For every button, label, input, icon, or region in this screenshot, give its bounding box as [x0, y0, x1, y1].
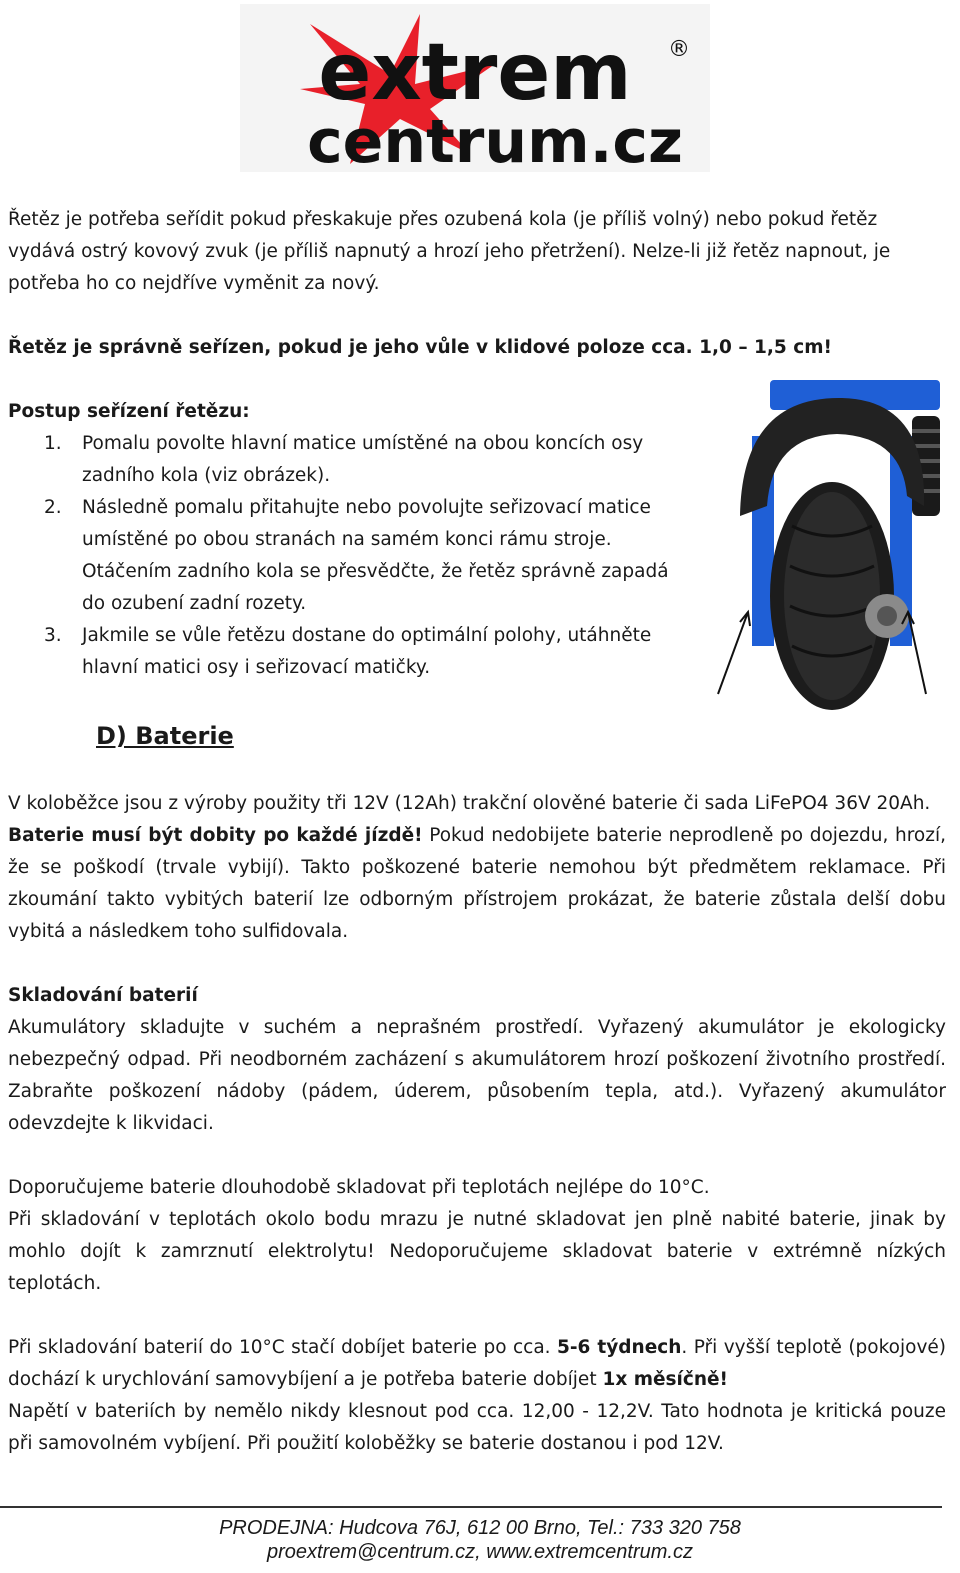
storage-p4-part-c: . Při vyšší teplotě (pokojové) dochází k urychlování samovybíjení a je potřeba baterie dobíjet — [8, 1337, 946, 1390]
battery-paragraph-2 — [8, 820, 946, 948]
storage-paragraph-3: Při skladování v teplotách okolo bodu mrazu je nutné skladovat jen plně nabité baterie, jinak by mohlo dojít k zamrznutí elektrolytu! Nedoporučujeme skladovat baterie v extrémně nízkých teplotách. — [8, 1209, 946, 1294]
rear-wheel-photo — [712, 376, 952, 714]
company-logo — [240, 4, 710, 172]
storage-paragraph-5: Napětí v bateriích by nemělo nikdy klesnout pod cca. 12,00 - 12,2V. Tato hodnota je kritická pouze při samovolném vybíjení. Při použití koloběžky se baterie dostanou i pod 12V. — [8, 1401, 946, 1454]
step-2-text: Následně pomalu přitahujte nebo povolujte seřizovací matice umístěné po obou stranách na samém konci rámu stroje. Otáčením zadního kola se přesvědčte, že řetěz správně zapadá do ozubení zadní rozety. — [82, 497, 669, 614]
step-3-number: 3. — [44, 625, 62, 646]
storage-p4-interval: 5-6 týdnech — [556, 1337, 682, 1358]
footer-contact: proextrem@centrum.cz, www.extremcentrum.cz — [267, 1541, 693, 1563]
footer-address: PRODEJNA: Hudcova 76J, 612 00 Brno, Tel.: 733 320 758 — [219, 1517, 741, 1539]
rear-wheel-illustration — [712, 376, 952, 714]
storage-paragraph-2: Doporučujeme baterie dlouhodobě skladovat při teplotách nejlépe do 10°C. — [8, 1177, 710, 1198]
footer-divider — [0, 1506, 942, 1508]
storage-paragraph-4 — [8, 1332, 946, 1396]
battery-section-heading: D) Baterie — [96, 722, 234, 750]
step-1-number: 1. — [44, 433, 62, 454]
storage-paragraph-1: Akumulátory skladujte v suchém a neprašném prostředí. Vyřazený akumulátor je ekologicky nebezpečný odpad. Při neodborném zacházení s akumulátorem hrozí poškození životního prostředí. Zabraňte poškození nádoby (pádem, úderem, působením tepla, atd.). Vyřazený akumulátor odevzdejte k likvidaci. — [8, 1017, 946, 1134]
battery-paragraph-1: V koloběžce jsou z výroby použity tři 12V (12Ah) trakční olověné baterie či sada LiFePO4 36V 20Ah. — [8, 793, 931, 814]
storage-p4-part-a: Při skladování baterií do 10°C stačí dobíjet baterie po cca. — [8, 1337, 557, 1358]
step-2-number: 2. — [44, 497, 62, 518]
logo-line2: centrum.cz — [307, 107, 683, 172]
storage-p4-frequency: 1x měsíčně! — [602, 1369, 728, 1390]
procedure-title: Postup seřízení řetězu: — [8, 401, 250, 422]
intro-paragraph-2: Řetěz je správně seřízen, pokud je jeho vůle v klidové poloze cca. 1,0 – 1,5 cm! — [8, 337, 832, 358]
battery-paragraph-2-text: Pokud nedobijete baterie neprodleně po dojezdu, hrozí, že se poškodí (trvale vybijí). Takto poškozené baterie nemohou být předmětem reklamace. Při zkoumání takto vybitých baterií lze odborným přístrojem prokázat, že baterie zůstala delší dobu vybitá a následkem toho sulfidovala. — [8, 825, 946, 942]
logo-registered-mark: ® — [668, 37, 690, 62]
battery-warning: Baterie musí být dobity po každé jízdě! — [8, 825, 423, 846]
intro-paragraph-1: Řetěz je potřeba seřídit pokud přeskakuje přes ozubená kola (je příliš volný) nebo pokud řetěz vydává ostrý kovový zvuk (je příliš napnutý a hrozí jeho přetržení). Nelze-li již řetěz napnout, je potřeba ho co nejdříve vyměnit za nový. — [8, 209, 891, 294]
step-1-text: Pomalu povolte hlavní matice umístěné na obou koncích osy zadního kola (viz obrázek). — [82, 433, 644, 486]
step-3-text: Jakmile se vůle řetězu dostane do optimální polohy, utáhněte hlavní matici osy i seřizovací matičky. — [82, 625, 652, 678]
storage-title: Skladování baterií — [8, 985, 198, 1006]
logo-line1: extrem — [318, 28, 632, 118]
extremcentrum-logo-graphic — [240, 4, 710, 172]
